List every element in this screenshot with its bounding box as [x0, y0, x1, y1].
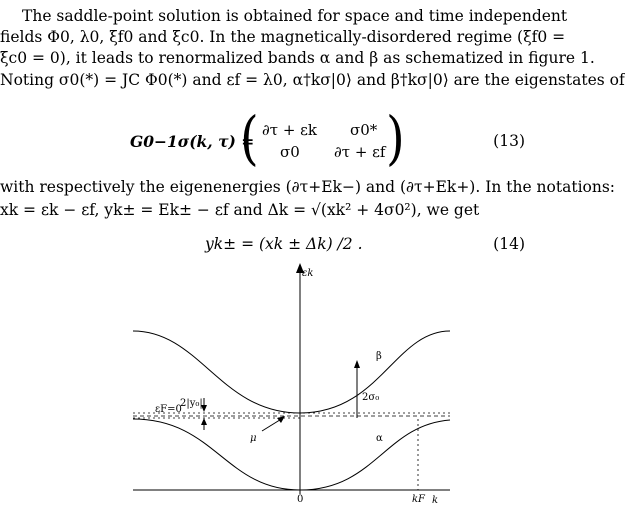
paragraph-line-2: fields Φ0, λ0, ξf0 and ξc0. In the magnetically-disordered regime (ξf0 =	[0, 28, 566, 46]
left-paren: (	[240, 105, 259, 173]
gap-arrowhead-bottom	[201, 418, 207, 425]
origin-label: 0	[297, 494, 304, 505]
matrix-cell-22: ∂τ + εf	[334, 143, 386, 161]
fermi-level-label: εF=0	[155, 404, 182, 415]
alpha-label: α	[376, 433, 383, 444]
x-axis-label: k	[432, 495, 439, 506]
sigma-arrowhead	[354, 360, 360, 368]
equation-14-number: (14)	[493, 235, 525, 253]
mu-label: μ	[250, 433, 257, 444]
paragraph-line-4: Noting σ0(*) = JC Φ0(*) and εf = λ0, α†kσ|0⟩ and β†kσ|0⟩ are the eigenstates of	[0, 71, 625, 89]
matrix-cell-21: σ0	[280, 143, 300, 161]
right-paren: )	[386, 105, 405, 173]
paragraph-line-3: ξc0 = 0), it leads to renormalized bands α and β as schematized in figure 1.	[0, 49, 595, 67]
gap-label: 2|y₀|	[180, 398, 203, 409]
beta-label: β	[376, 351, 382, 362]
paragraph2-line-1: with respectively the eigenenergies (∂τ+Ek−) and (∂τ+Ek+). In the notations:	[0, 178, 616, 196]
kf-label: kF	[412, 494, 425, 505]
alpha-band-curve	[133, 419, 450, 490]
sigma-label: 2σ₀	[362, 392, 380, 403]
matrix-cell-11: ∂τ + εk	[262, 121, 318, 139]
paragraph-line-1: The saddle-point solution is obtained for space and time independent	[22, 7, 568, 25]
matrix-cell-12: σ0*	[350, 121, 378, 139]
paragraph2-line-2: xk = εk − εf, yk± = Ek± − εf and Δk = √(xk² + 4σ0²), we get	[0, 201, 480, 219]
y-axis-label: εk	[302, 268, 314, 279]
equation-13-number: (13)	[493, 132, 525, 150]
equation-14: yk± = (xk ± Δk) /2 .	[205, 235, 363, 253]
equation-13-lhs: G0−1σ(k, τ) =	[130, 132, 255, 151]
mu-arrowhead	[277, 416, 285, 423]
